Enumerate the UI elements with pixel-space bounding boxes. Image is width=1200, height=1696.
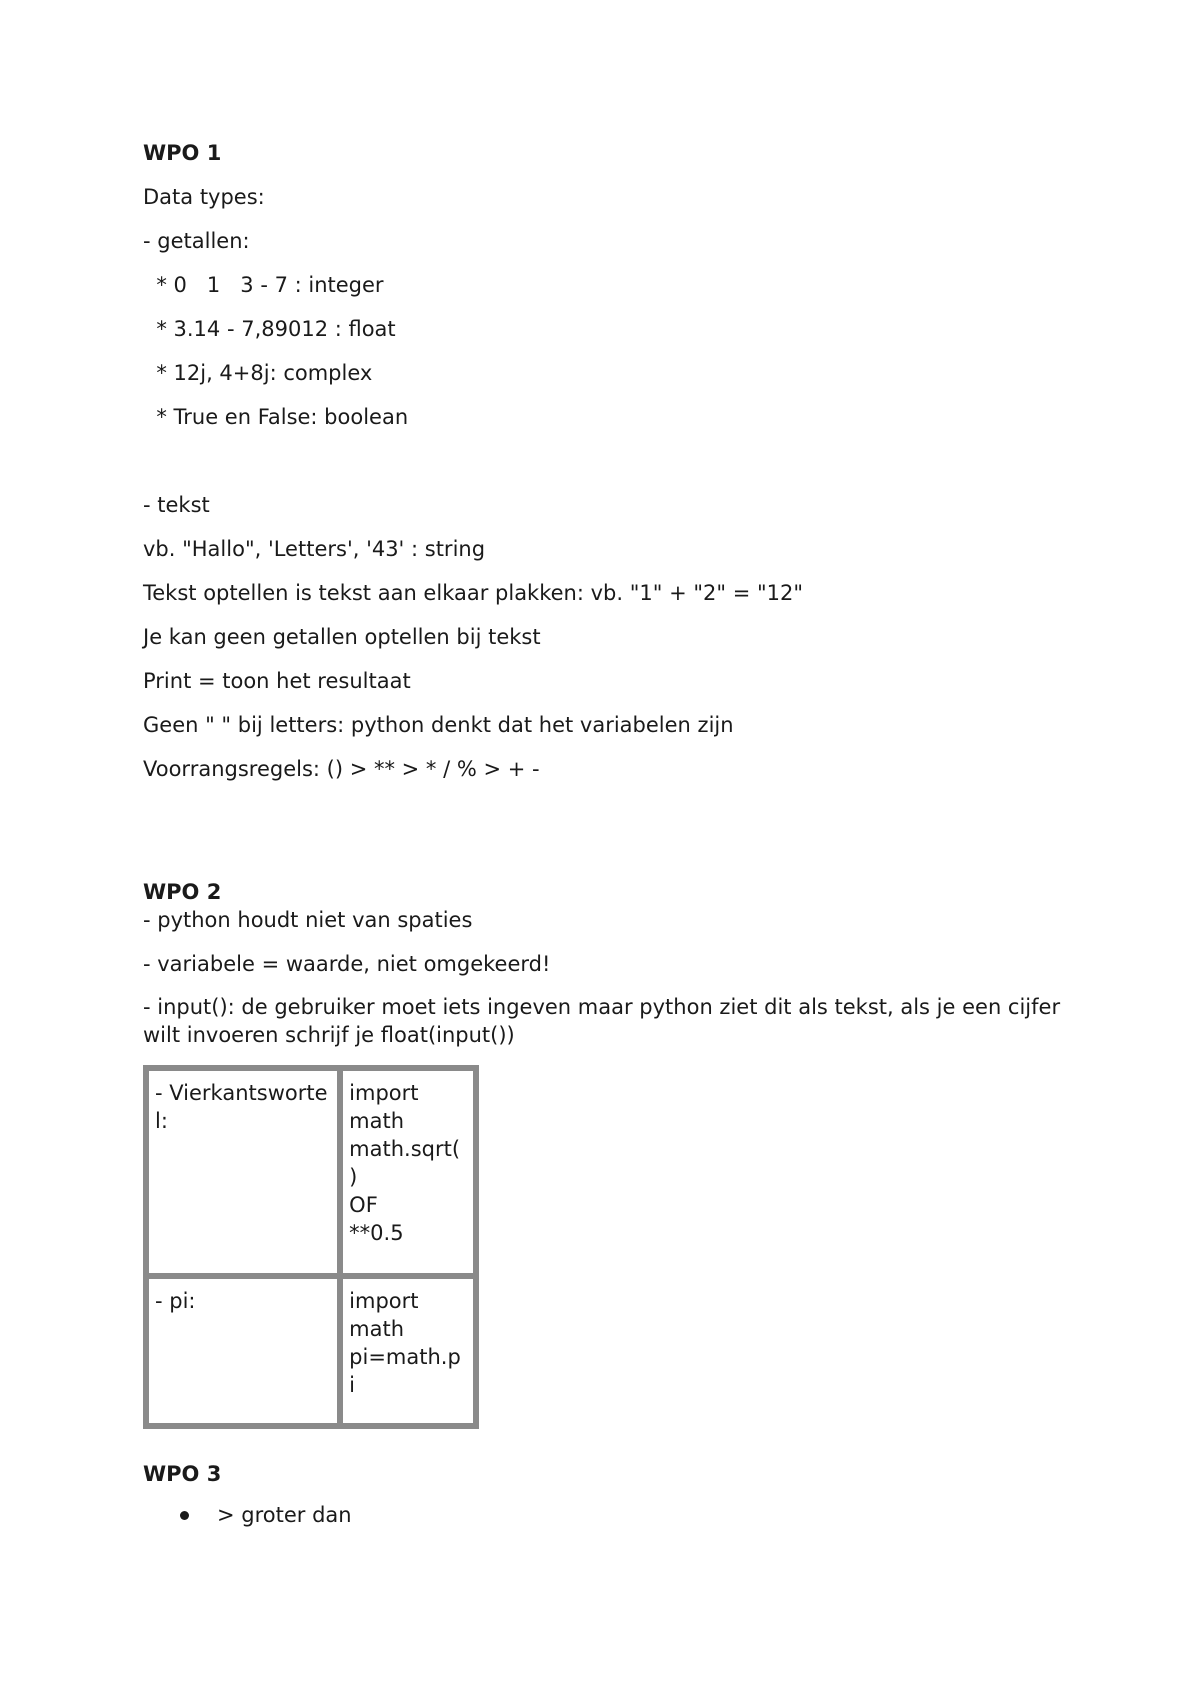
code-line: import: [349, 1289, 419, 1313]
section-heading-wpo3: WPO 3: [143, 1462, 222, 1486]
wpo1-line: Tekst optellen is tekst aan elkaar plakken: vb. "1" + "2" = "12": [143, 581, 804, 605]
bullet-list: [143, 1501, 1083, 1529]
table-row: [146, 1276, 476, 1426]
section-heading-wpo1: WPO 1: [143, 141, 222, 165]
table-cell-label: - pi:: [146, 1276, 340, 1426]
wpo1-line: * 0 1 3 - 7 : integer: [143, 273, 384, 297]
code-line: math: [349, 1317, 405, 1341]
wpo1-line: vb. "Hallo", 'Letters', '43' : string: [143, 537, 486, 561]
wpo1-line: * 3.14 - 7,89012 : float: [143, 317, 396, 341]
wpo2-line: - variabele = waarde, niet omgekeerd!: [143, 952, 551, 976]
wpo1-blank-line: [143, 448, 1083, 474]
section-heading-wpo2: WPO 2: [143, 880, 222, 904]
table-cell-code: [340, 1068, 476, 1276]
table-cell-label: - Vierkantswortel:: [146, 1068, 340, 1276]
code-line: i: [349, 1373, 356, 1397]
table-cell-code: [340, 1276, 476, 1426]
list-item-text: > groter dan: [217, 1503, 352, 1527]
wpo2-line: - input(): de gebruiker moet iets ingeven maar python ziet dit als tekst, als je een cijfer wilt invoeren schrijf je float(input()): [143, 995, 1061, 1047]
wpo1-line: - tekst: [143, 493, 210, 517]
list-item: [143, 1501, 1083, 1529]
code-line: ): [349, 1165, 358, 1189]
wpo1-line: Print = toon het resultaat: [143, 669, 411, 693]
wpo1-line: * 12j, 4+8j: complex: [143, 361, 373, 385]
wpo1-line: * True en False: boolean: [143, 405, 409, 429]
wpo2-line: - python houdt niet van spaties: [143, 908, 473, 932]
wpo1-line: Data types:: [143, 185, 265, 209]
code-line: import: [349, 1081, 419, 1105]
code-line: math: [349, 1109, 405, 1133]
code-snippet-table: [143, 1065, 479, 1429]
code-line: **0.5: [349, 1221, 404, 1245]
document-page: [143, 140, 1083, 1529]
wpo1-line: Je kan geen getallen optellen bij tekst: [143, 625, 541, 649]
table-row: [146, 1068, 476, 1276]
bullet-icon: [180, 1511, 189, 1520]
code-line: OF: [349, 1193, 378, 1217]
code-line: pi=math.p: [349, 1345, 461, 1369]
wpo1-line: - getallen:: [143, 229, 250, 253]
wpo1-line: Geen " " bij letters: python denkt dat het variabelen zijn: [143, 713, 734, 737]
code-line: math.sqrt(: [349, 1137, 461, 1161]
wpo1-line: Voorrangsregels: () > ** > * / % > + -: [143, 757, 540, 781]
